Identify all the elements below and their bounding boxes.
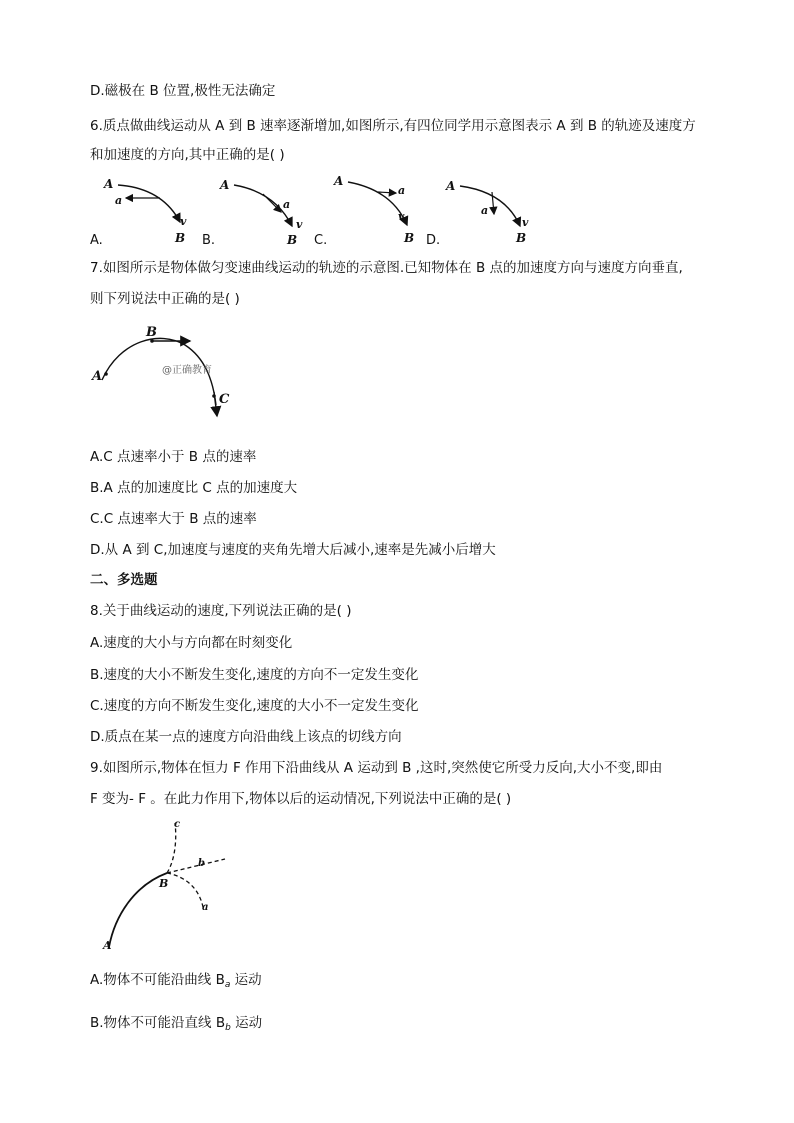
- q8-option-d: D.质点在某一点的速度方向沿曲线上该点的切线方向: [90, 729, 402, 745]
- q7-stem-line2: 则下列说法中正确的是( ): [90, 291, 240, 307]
- q9-stem-line1: 9.如图所示,物体在恒力 F 作用下沿曲线从 A 运动到 B ,这时,突然使它所受力反向,大小不变,即由: [90, 760, 663, 776]
- q6-diagram-b: [219, 178, 303, 247]
- q7-label-a: A: [92, 369, 103, 384]
- q9-option-a-text: A.物体不可能沿曲线 B: [90, 972, 225, 988]
- q9-label-c: c: [174, 819, 181, 830]
- q9-stem-line2: F 变为- F 。在此力作用下,物体以后的运动情况,下列说法中正确的是( ): [90, 791, 512, 807]
- q6b-point-b: B: [287, 233, 298, 247]
- q7-option-a: A.C 点速率小于 B 点的速率: [90, 449, 257, 465]
- q9-option-b: [90, 1014, 262, 1037]
- section-title: 二、多选题: [90, 572, 158, 588]
- q8-option-c: C.速度的方向不断发生变化,速度的大小不一定发生变化: [90, 698, 419, 714]
- q9-option-b-sub: b: [225, 1023, 231, 1033]
- q7-watermark: @正确教育: [162, 365, 212, 376]
- q9-label-b-point: B: [159, 877, 169, 890]
- q7-option-d: D.从 A 到 C,加速度与速度的夹角先增大后减小,速率是先减小后增大: [90, 542, 496, 558]
- q9-option-b-tail: 运动: [230, 1015, 263, 1031]
- q9-label-a: a: [202, 902, 209, 913]
- q6a-point-b: B: [175, 231, 186, 245]
- q6-stem-line2: 和加速度的方向,其中正确的是( ): [90, 147, 285, 163]
- q6-option-c-label: C.: [314, 233, 328, 248]
- q6b-point-a: A: [220, 178, 230, 192]
- q6d-vec-v: v: [522, 216, 529, 229]
- q6a-vec-v: v: [180, 215, 187, 228]
- q9-option-a-sub: a: [224, 980, 231, 990]
- q6-option-a-label: A.: [90, 233, 103, 248]
- q6c-point-b: B: [404, 231, 415, 245]
- q6-diagram-a: [103, 177, 187, 245]
- q6b-vec-a: a: [283, 198, 291, 211]
- q6-diagram-d: [445, 179, 529, 245]
- q7-label-b: B: [146, 325, 157, 340]
- q9-option-a-tail: 运动: [230, 972, 262, 988]
- q5-option-d: D.磁极在 B 位置,极性无法确定: [90, 83, 276, 99]
- q6-stem-line1: 6.质点做曲线运动从 A 到 B 速率逐渐增加,如图所示,有四位同学用示意图表示 A 到 B 的轨迹及速度方: [90, 118, 696, 134]
- q6-option-d-label: D.: [426, 233, 441, 248]
- q6b-vec-v: v: [296, 218, 303, 231]
- q9-label-a-point: A: [103, 939, 112, 952]
- q7-option-c: C.C 点速率大于 B 点的速率: [90, 511, 257, 527]
- q6-diagram-c: [333, 174, 414, 245]
- q6a-vec-a: a: [115, 194, 123, 207]
- q9-diagram: [95, 815, 245, 955]
- q6d-point-b: B: [516, 231, 527, 245]
- q6-diagrams: [0, 170, 794, 252]
- q8-option-a: A.速度的大小与方向都在时刻变化: [90, 635, 293, 651]
- q6d-vec-a: a: [481, 204, 489, 217]
- q8-stem: 8.关于曲线运动的速度,下列说法正确的是( ): [90, 603, 352, 619]
- q6c-point-a: A: [334, 174, 344, 188]
- q6d-point-a: A: [446, 179, 456, 193]
- q9-option-b-text: B.物体不可能沿直线 B: [90, 1015, 226, 1031]
- q6a-point-a: A: [104, 177, 114, 191]
- q8-option-b: B.速度的大小不断发生变化,速度的方向不一定发生变化: [90, 667, 419, 683]
- q9-option-a: [90, 971, 262, 994]
- q6c-vec-a: a: [398, 184, 406, 197]
- q7-stem-line1: 7.如图所示是物体做匀变速曲线运动的轨迹的示意图.已知物体在 B 点的加速度方向与速度方向垂直,: [90, 260, 683, 276]
- q6-option-b-label: B.: [202, 233, 216, 248]
- q7-option-b: B.A 点的加速度比 C 点的加速度大: [90, 480, 298, 496]
- q9-label-b: b: [198, 858, 205, 869]
- q6c-vec-v: v: [398, 210, 405, 223]
- q7-label-c: C: [219, 392, 230, 407]
